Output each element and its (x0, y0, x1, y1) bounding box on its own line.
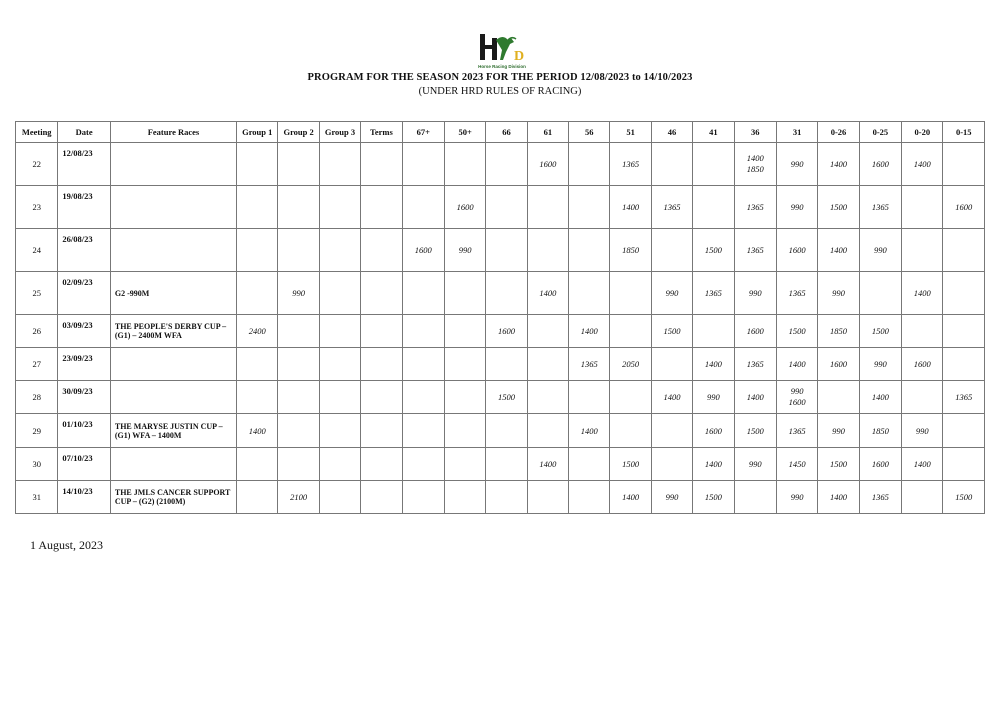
distance-cell: 1400 (693, 448, 734, 481)
meeting-date: 14/10/23 (58, 481, 110, 514)
feature-race (110, 448, 236, 481)
distance-cell: 1500 (610, 448, 651, 481)
distance-cell: 1850 (610, 229, 651, 272)
distance-cell (402, 315, 444, 348)
distance-cell: 1850 (818, 315, 859, 348)
distance-cell (278, 143, 319, 186)
column-header: Date (58, 122, 110, 143)
distance-cell (610, 381, 651, 414)
meeting-number: 23 (16, 186, 58, 229)
column-header: Group 3 (319, 122, 360, 143)
column-header: Meeting (16, 122, 58, 143)
column-header: 61 (527, 122, 568, 143)
distance-cell (361, 348, 402, 381)
distance-cell: 1500 (943, 481, 985, 514)
column-header: 0-15 (943, 122, 985, 143)
distance-cell: 1400 (902, 448, 943, 481)
distance-cell: 990 (859, 229, 901, 272)
distance-cell (902, 186, 943, 229)
distance-cell: 1400 (651, 381, 692, 414)
column-header: 0-26 (818, 122, 859, 143)
column-header: 56 (569, 122, 610, 143)
distance-cell: 990 (818, 414, 859, 448)
distance-cell (527, 348, 568, 381)
distance-cell: 990 (776, 481, 817, 514)
distance-cell (237, 229, 278, 272)
distance-cell: 1600 (859, 448, 901, 481)
distance-cell: 1600 (734, 315, 776, 348)
distance-cell (278, 381, 319, 414)
meeting-number: 25 (16, 272, 58, 315)
distance-cell: 1600 (776, 229, 817, 272)
distance-cell (402, 186, 444, 229)
distance-cell: 990 (734, 272, 776, 315)
table-row (16, 315, 985, 348)
column-header: Group 2 (278, 122, 319, 143)
distance-cell (444, 315, 485, 348)
distance-cell: 1400 (237, 414, 278, 448)
distance-cell: 1500 (486, 381, 527, 414)
distance-cell (486, 481, 527, 514)
meeting-date: 02/09/23 (58, 272, 110, 315)
distance-cell (486, 448, 527, 481)
column-header: Group 1 (237, 122, 278, 143)
meeting-date: 26/08/23 (58, 229, 110, 272)
distance-cell (527, 229, 568, 272)
distance-cell (278, 315, 319, 348)
distance-cell (610, 315, 651, 348)
distance-cell: 1600 (943, 186, 985, 229)
distance-cell (319, 481, 360, 514)
distance-cell (651, 143, 692, 186)
meeting-date: 19/08/23 (58, 186, 110, 229)
distance-cell (444, 414, 485, 448)
distance-cell: 1365 (693, 272, 734, 315)
distance-cell (361, 414, 402, 448)
distance-cell (319, 414, 360, 448)
distance-cell (569, 448, 610, 481)
distance-cell (902, 481, 943, 514)
distance-cell (486, 186, 527, 229)
distance-cell (278, 186, 319, 229)
distance-cell (402, 143, 444, 186)
distance-cell: 990 (776, 143, 817, 186)
distance-cell (237, 348, 278, 381)
distance-cell: 990 (818, 272, 859, 315)
distance-cell: 1365 (651, 186, 692, 229)
distance-cell (569, 272, 610, 315)
column-header: 36 (734, 122, 776, 143)
column-header: 0-25 (859, 122, 901, 143)
distance-cell (278, 348, 319, 381)
distance-cell (319, 143, 360, 186)
distance-cell (776, 381, 817, 414)
distance-cell: 1600 (902, 348, 943, 381)
distance-cell: 990 (444, 229, 485, 272)
distance-cell (651, 414, 692, 448)
distance-cell: 1600 (444, 186, 485, 229)
table-row (16, 186, 985, 229)
distance-cell (651, 448, 692, 481)
distance-value: 1400 (746, 153, 764, 163)
feature-race: THE PEOPLE'S DERBY CUP – (G1) – 2400M WFA (110, 315, 236, 348)
distance-cell (402, 448, 444, 481)
distance-cell (651, 348, 692, 381)
table-header-row (16, 122, 985, 143)
distance-cell (361, 448, 402, 481)
distance-cell (237, 481, 278, 514)
meeting-number: 24 (16, 229, 58, 272)
distance-cell: 1365 (610, 143, 651, 186)
distance-cell: 1400 (902, 143, 943, 186)
distance-cell (693, 315, 734, 348)
column-header: 67+ (402, 122, 444, 143)
distance-cell: 1365 (734, 186, 776, 229)
distance-cell: 1600 (527, 143, 568, 186)
meeting-number: 29 (16, 414, 58, 448)
distance-cell (237, 272, 278, 315)
distance-cell (902, 229, 943, 272)
distance-cell (237, 381, 278, 414)
distance-cell: 1500 (734, 414, 776, 448)
distance-cell: 1500 (818, 448, 859, 481)
distance-cell (943, 229, 985, 272)
distance-cell (361, 315, 402, 348)
distance-cell (527, 381, 568, 414)
distance-cell: 1450 (776, 448, 817, 481)
distance-cell (859, 272, 901, 315)
hrd-logo-icon (476, 30, 528, 64)
distance-cell: 1400 (818, 229, 859, 272)
distance-cell (237, 143, 278, 186)
distance-cell: 1365 (776, 272, 817, 315)
distance-cell (444, 143, 485, 186)
distance-cell (319, 381, 360, 414)
distance-cell: 1365 (859, 186, 901, 229)
column-header: 46 (651, 122, 692, 143)
distance-cell (402, 414, 444, 448)
distance-cell: 2050 (610, 348, 651, 381)
distance-cell: 1850 (859, 414, 901, 448)
logo-caption: Horse Racing Division (478, 64, 526, 69)
distance-cell (278, 229, 319, 272)
feature-race: G2 -990M (110, 272, 236, 315)
distance-cell (569, 143, 610, 186)
table-body (16, 143, 985, 514)
distance-cell: 1400 (859, 381, 901, 414)
meeting-number: 30 (16, 448, 58, 481)
distance-cell: 1365 (776, 414, 817, 448)
table-row (16, 481, 985, 514)
feature-race (110, 348, 236, 381)
distance-cell: 1600 (693, 414, 734, 448)
distance-cell (527, 414, 568, 448)
distance-cell (278, 448, 319, 481)
distance-cell (569, 381, 610, 414)
distance-cell: 1400 (734, 381, 776, 414)
table-row (16, 348, 985, 381)
distance-cell (237, 186, 278, 229)
feature-race: THE MARYSE JUSTIN CUP – (G1) WFA – 1400M (110, 414, 236, 448)
meeting-number: 26 (16, 315, 58, 348)
distance-cell: 2400 (237, 315, 278, 348)
column-header: 66 (486, 122, 527, 143)
distance-cell (734, 481, 776, 514)
distance-cell: 1400 (776, 348, 817, 381)
meeting-date: 01/10/23 (58, 414, 110, 448)
distance-cell (361, 381, 402, 414)
distance-cell: 990 (734, 448, 776, 481)
distance-cell: 1600 (486, 315, 527, 348)
distance-cell: 1500 (693, 229, 734, 272)
column-header: 31 (776, 122, 817, 143)
table-row (16, 229, 985, 272)
distance-cell (444, 381, 485, 414)
distance-cell: 1400 (610, 186, 651, 229)
distance-cell (610, 272, 651, 315)
distance-cell: 1400 (818, 481, 859, 514)
document-date: 1 August, 2023 (30, 538, 104, 552)
meeting-date: 07/10/23 (58, 448, 110, 481)
distance-cell (943, 414, 985, 448)
distance-cell (319, 448, 360, 481)
distance-cell: 990 (776, 186, 817, 229)
meeting-date: 03/09/23 (58, 315, 110, 348)
distance-value: 1850 (746, 164, 764, 174)
distance-cell (237, 448, 278, 481)
distance-cell: 1500 (693, 481, 734, 514)
distance-cell: 1600 (818, 348, 859, 381)
distance-cell (527, 315, 568, 348)
meeting-date: 30/09/23 (58, 381, 110, 414)
distance-cell: 1365 (943, 381, 985, 414)
distance-cell (319, 272, 360, 315)
distance-cell: 1400 (818, 143, 859, 186)
column-header: Feature Races (110, 122, 236, 143)
distance-cell (402, 381, 444, 414)
distance-cell: 990 (693, 381, 734, 414)
distance-cell (527, 481, 568, 514)
distance-cell (734, 143, 776, 186)
distance-cell (361, 229, 402, 272)
meeting-date: 23/09/23 (58, 348, 110, 381)
distance-cell (486, 143, 527, 186)
distance-cell (444, 348, 485, 381)
distance-cell: 1600 (402, 229, 444, 272)
distance-cell: 990 (902, 414, 943, 448)
meeting-number: 27 (16, 348, 58, 381)
column-header: Terms (361, 122, 402, 143)
feature-race: THE JMLS CANCER SUPPORT CUP – (G2) (2100M) (110, 481, 236, 514)
table-row (16, 381, 985, 414)
distance-cell (444, 272, 485, 315)
distance-cell (943, 315, 985, 348)
distance-cell (902, 315, 943, 348)
distance-cell: 1600 (859, 143, 901, 186)
distance-cell (402, 348, 444, 381)
distance-cell (943, 143, 985, 186)
svg-text:D: D (514, 49, 525, 64)
distance-cell: 1400 (569, 414, 610, 448)
distance-cell: 990 (859, 348, 901, 381)
distance-cell: 1400 (569, 315, 610, 348)
feature-race (110, 143, 236, 186)
distance-cell (361, 272, 402, 315)
distance-cell: 1500 (651, 315, 692, 348)
distance-cell: 990 (278, 272, 319, 315)
program-table (15, 121, 985, 514)
distance-cell (693, 143, 734, 186)
distance-cell (361, 481, 402, 514)
column-header: 50+ (444, 122, 485, 143)
page-subtitle: (UNDER HRD RULES OF RACING) (418, 86, 582, 97)
distance-value: 990 (790, 386, 804, 396)
distance-cell (651, 229, 692, 272)
distance-cell (319, 315, 360, 348)
column-header: 51 (610, 122, 651, 143)
column-header: 0-20 (902, 122, 943, 143)
feature-race (110, 381, 236, 414)
distance-cell (486, 348, 527, 381)
distance-cell: 1365 (734, 229, 776, 272)
distance-cell: 1400 (693, 348, 734, 381)
distance-cell (402, 481, 444, 514)
distance-cell (486, 414, 527, 448)
distance-cell (278, 414, 319, 448)
distance-cell (527, 186, 568, 229)
meeting-number: 31 (16, 481, 58, 514)
distance-cell (361, 143, 402, 186)
distance-cell: 2100 (278, 481, 319, 514)
distance-cell (818, 381, 859, 414)
distance-cell (569, 186, 610, 229)
page-title: PROGRAM FOR THE SEASON 2023 FOR THE PERIOD 12/08/2023 to 14/10/2023 (307, 72, 693, 83)
table-row (16, 143, 985, 186)
table-row (16, 414, 985, 448)
distance-cell (943, 272, 985, 315)
distance-cell (902, 381, 943, 414)
distance-cell (693, 186, 734, 229)
distance-cell: 1365 (734, 348, 776, 381)
distance-cell (319, 186, 360, 229)
distance-cell: 1400 (902, 272, 943, 315)
distance-cell (569, 481, 610, 514)
distance-cell (943, 448, 985, 481)
distance-cell: 1365 (859, 481, 901, 514)
distance-cell (319, 229, 360, 272)
distance-cell: 1400 (527, 272, 568, 315)
distance-cell: 990 (651, 481, 692, 514)
distance-cell (569, 229, 610, 272)
feature-race (110, 229, 236, 272)
meeting-date: 12/08/23 (58, 143, 110, 186)
distance-cell: 1500 (776, 315, 817, 348)
distance-cell (486, 229, 527, 272)
column-header: 41 (693, 122, 734, 143)
distance-cell (361, 186, 402, 229)
distance-cell: 1400 (610, 481, 651, 514)
distance-cell (444, 481, 485, 514)
meeting-number: 22 (16, 143, 58, 186)
feature-race (110, 186, 236, 229)
distance-cell: 990 (651, 272, 692, 315)
table-row (16, 448, 985, 481)
distance-cell (444, 448, 485, 481)
distance-cell (610, 414, 651, 448)
distance-cell: 1400 (527, 448, 568, 481)
distance-cell (319, 348, 360, 381)
distance-cell: 1365 (569, 348, 610, 381)
table-row (16, 272, 985, 315)
distance-cell (486, 272, 527, 315)
distance-value: 1600 (788, 397, 806, 407)
distance-cell (943, 348, 985, 381)
meeting-number: 28 (16, 381, 58, 414)
distance-cell: 1500 (859, 315, 901, 348)
distance-cell (402, 272, 444, 315)
distance-cell: 1500 (818, 186, 859, 229)
